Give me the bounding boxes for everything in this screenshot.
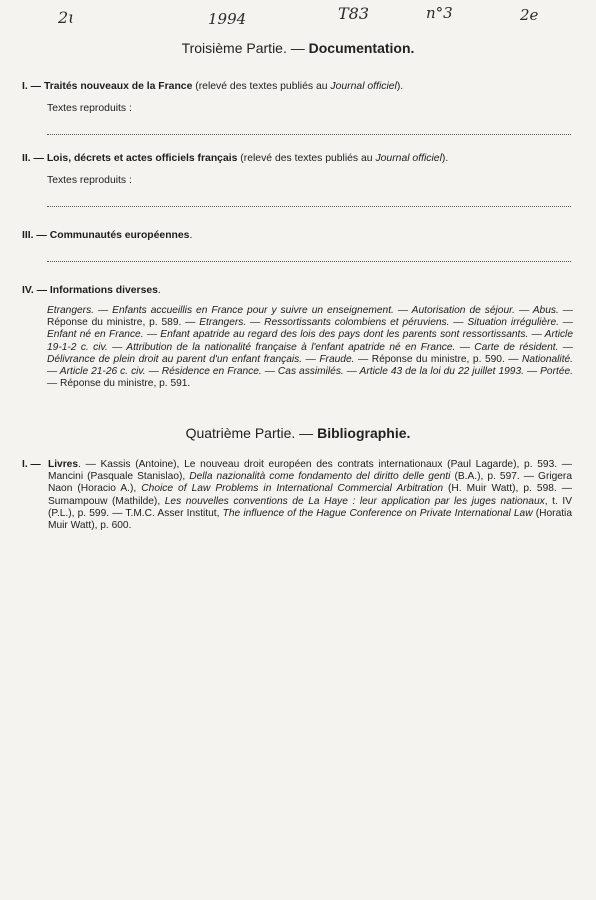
section-number: I. —: [22, 459, 41, 470]
part3-name: Documentation.: [308, 40, 415, 56]
dotted-line: [47, 249, 571, 262]
handwritten-note: 2ɩ: [58, 8, 75, 27]
section-desc-end: ).: [396, 81, 404, 92]
section-number: III. —: [22, 230, 50, 241]
section-desc-end: ).: [441, 153, 449, 164]
section-number: II. —: [22, 153, 47, 164]
section-desc: (relevé des textes publiés au: [192, 81, 331, 92]
info-text-italic: Etrangers. — Ressortissants colombiens et péruviens. — Situation irrégulière. — Enfant né en France. — Enfant apatride au regard des lois des pays dont les parents sont ressortissants. — Article 19-1-2 c. civ. — Attribution de la nationalité française à l'enfant apatride né en France. — Carte de résident. — Délivrance de plein droit au parent d'un enfant français. — Fraude. —: [47, 317, 573, 365]
section-number: IV. —: [22, 285, 50, 296]
book-title: Della nazionalità come fondamento del diritto delle genti: [189, 471, 451, 483]
section-communautes: [22, 229, 574, 262]
part3-prefix: Troisième Partie. —: [181, 40, 309, 56]
section-heading: [22, 152, 574, 165]
biblio-part: (Horatia Muir Watt), p. 600.: [48, 507, 572, 532]
section-desc-end: .: [189, 230, 193, 241]
handwritten-code: T83: [338, 4, 370, 23]
book-title: The influence of the Hague Conference on Private International Law: [222, 507, 533, 519]
section-title: Informations diverses: [49, 285, 158, 296]
book-title: Choice of Law Problems in International Commercial Arbitration: [141, 483, 443, 495]
part4-name: Bibliographie.: [317, 425, 411, 441]
info-text-italic: Etrangers. — Enfants accueillis en France pour y suivre un enseignement. — Autorisation de séjour. — Abus. —: [47, 305, 573, 316]
biblio-part: . — Kassis (Antoine), Le nouveau droit européen des contrats internationaux (Paul Lagarde), p. 593. — Mancini (Pasquale Stanislao),: [48, 459, 572, 483]
section-heading: [22, 284, 574, 297]
book-title: Les nouvelles conventions de La Haye : leur application par les juges nationaux: [164, 495, 545, 507]
biblio-entry: [22, 459, 574, 532]
section-desc-italic: Journal officiel: [375, 153, 442, 164]
section-subtitle: Textes reproduits :: [47, 175, 132, 186]
handwritten-mark: 2e: [520, 6, 539, 24]
info-text-italic: Nationalité. — Article 21-26 c. civ. — Résidence en France. — Cas assimilés. — Article 43 de la loi du 22 juillet 1993. — Portée. —: [47, 353, 574, 390]
section-informations: [22, 284, 574, 390]
section-desc-end: .: [157, 285, 161, 296]
section-number: I. —: [22, 81, 44, 92]
informations-body: [47, 305, 573, 390]
handwritten-year: 1994: [208, 10, 247, 28]
section-subtitle: Textes reproduits :: [47, 103, 132, 114]
section-desc: (relevé des textes publiés au: [237, 153, 376, 164]
section-heading: [22, 80, 574, 93]
section-title: Livres: [48, 459, 79, 470]
biblio-text: [48, 459, 572, 532]
section-traites: [22, 80, 574, 135]
dotted-line: [47, 194, 571, 207]
biblio-part: , t. IV (P.L.), p. 599. — T.M.C. Asser Institut,: [48, 495, 573, 519]
section-title: Communautés européennes: [49, 230, 190, 241]
biblio-part: (B.A.), p. 597. — Grigera Naon (Horacio A.),: [48, 471, 572, 495]
part3-title: [0, 40, 596, 56]
section-title: Lois, décrets et actes officiels français: [46, 153, 238, 164]
part4-prefix: Quatrième Partie. —: [185, 425, 318, 441]
dotted-line: [47, 122, 571, 135]
part4-title: [0, 425, 596, 441]
section-lois: [22, 152, 574, 207]
biblio-part: (H. Muir Watt), p. 598. — Sumampouw (Mathilde),: [48, 483, 572, 507]
section-title: Traités nouveaux de la France: [43, 81, 193, 92]
info-reference: Réponse du ministre, p. 591.: [57, 378, 191, 390]
section-livres: [22, 459, 574, 532]
section-desc-italic: Journal officiel: [330, 81, 397, 92]
info-reference: Réponse du ministre, p. 590. —: [368, 353, 523, 365]
handwritten-number: n°3: [426, 4, 453, 22]
section-heading: [22, 229, 574, 242]
info-reference: Réponse du ministre, p. 589. —: [47, 317, 200, 329]
